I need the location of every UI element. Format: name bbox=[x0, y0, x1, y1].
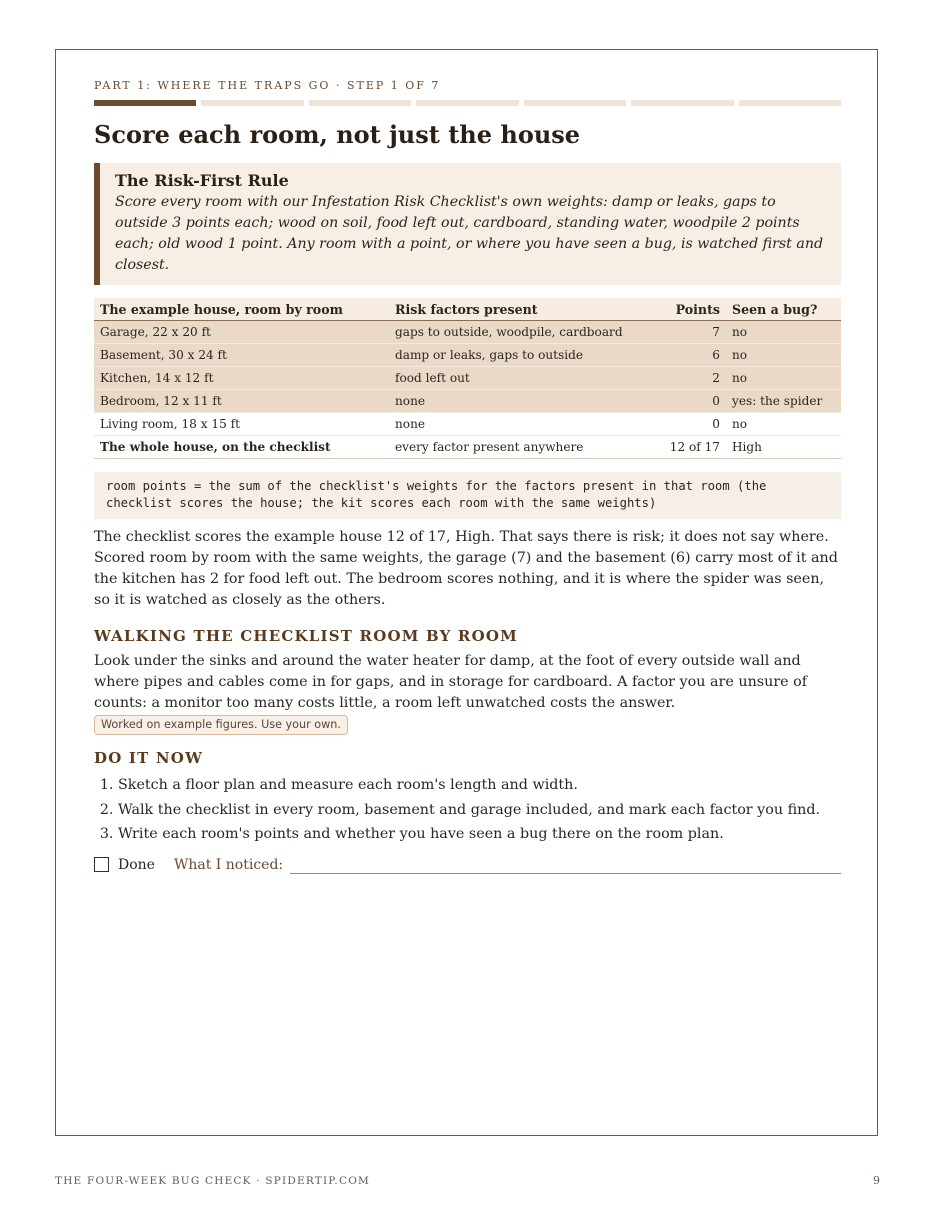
done-row bbox=[94, 853, 841, 877]
formula-box: room points = the sum of the checklist's weights for the factors present in that room (the checklist scores the house; the kit scores each room with the same weights) bbox=[94, 472, 841, 519]
cell-factors: damp or leaks, gaps to outside bbox=[389, 344, 629, 367]
progress-segment bbox=[94, 100, 196, 106]
done-checkbox[interactable] bbox=[94, 857, 109, 872]
cell-room: Living room, 18 x 15 ft bbox=[94, 413, 389, 436]
progress-segment bbox=[524, 100, 626, 106]
page-title: Score each room, not just the house bbox=[94, 120, 581, 149]
noticed-input[interactable] bbox=[290, 855, 841, 874]
column-header-room: The example house, room by room bbox=[94, 298, 389, 321]
table-row bbox=[94, 344, 841, 367]
cell-seen: no bbox=[726, 367, 841, 390]
cell-total-room: The whole house, on the checklist bbox=[94, 436, 389, 459]
walking-paragraph bbox=[94, 651, 841, 735]
rule-body: Score every room with our Infestation Risk Checklist's own weights: damp or leaks, gaps to outside 3 points each; wood on soil, food left out, cardboard, standing water, woodpile 2 points each; old wood 1 point. Any room with a point, or where you have seen a bug, is watched first and closest. bbox=[115, 194, 824, 273]
cell-room: Garage, 22 x 20 ft bbox=[94, 321, 389, 344]
table-total-row bbox=[94, 436, 841, 459]
cell-factors: none bbox=[389, 413, 629, 436]
cell-points: 0 bbox=[629, 413, 726, 436]
table-row bbox=[94, 321, 841, 344]
table-row bbox=[94, 390, 841, 413]
progress-segment bbox=[309, 100, 411, 106]
do-now-step: 3. Write each room's points and whether you have seen a bug there on the room plan. bbox=[118, 822, 841, 847]
column-header-factors: Risk factors present bbox=[389, 298, 629, 321]
cell-seen: no bbox=[726, 321, 841, 344]
do-now-step: 2. Walk the checklist in every room, basement and garage included, and mark each factor you find. bbox=[118, 798, 841, 823]
progress-segment bbox=[631, 100, 733, 106]
example-figures-note: Worked on example figures. Use your own. bbox=[94, 715, 348, 735]
footer-page-number: 9 bbox=[873, 1174, 880, 1187]
cell-room: Basement, 30 x 24 ft bbox=[94, 344, 389, 367]
cell-total-factors: every factor present anywhere bbox=[389, 436, 629, 459]
step-kicker: PART 1: WHERE THE TRAPS GO · STEP 1 OF 7 bbox=[94, 79, 441, 92]
cell-total-points: 12 of 17 bbox=[629, 436, 726, 459]
progress-segment bbox=[201, 100, 303, 106]
progress-segment bbox=[416, 100, 518, 106]
rule-title: The Risk-First Rule bbox=[115, 171, 289, 190]
walking-text: Look under the sinks and around the water heater for damp, at the foot of every outside wall and where pipes and cables come in for gaps, and in storage for cardboard. A factor you are unsure of counts: a monitor too many costs little, a room left unwatched costs the answer. bbox=[94, 653, 808, 711]
column-header-seen: Seen a bug? bbox=[726, 298, 841, 321]
section-heading-do-now: DO IT NOW bbox=[94, 749, 204, 767]
table-row bbox=[94, 413, 841, 436]
cell-seen: yes: the spider bbox=[726, 390, 841, 413]
cell-seen: no bbox=[726, 413, 841, 436]
table-row bbox=[94, 367, 841, 390]
cell-points: 2 bbox=[629, 367, 726, 390]
table-header-row bbox=[94, 298, 841, 321]
cell-factors: food left out bbox=[389, 367, 629, 390]
noticed-label: What I noticed: bbox=[173, 856, 284, 873]
footer-publication: THE FOUR-WEEK BUG CHECK · SPIDERTIP.COM bbox=[55, 1175, 370, 1187]
cell-factors: gaps to outside, woodpile, cardboard bbox=[389, 321, 629, 344]
cell-seen: no bbox=[726, 344, 841, 367]
progress-segment bbox=[739, 100, 841, 106]
cell-room: Bedroom, 12 x 11 ft bbox=[94, 390, 389, 413]
section-heading-walking: WALKING THE CHECKLIST ROOM BY ROOM bbox=[94, 627, 518, 645]
cell-points: 0 bbox=[629, 390, 726, 413]
room-score-table bbox=[94, 298, 841, 459]
do-now-step: 1. Sketch a floor plan and measure each room's length and width. bbox=[118, 773, 841, 798]
do-now-steps bbox=[94, 773, 841, 847]
cell-factors: none bbox=[389, 390, 629, 413]
intro-paragraph: The checklist scores the example house 12 of 17, High. That says there is risk; it does not say where. Scored room by room with the same weights, the garage (7) and the basement (6) carry most of it and the kitchen has 2 for food left out. The bedroom scores nothing, and it is where the spider was seen, so it is watched as closely as the others. bbox=[94, 529, 838, 608]
cell-total-seen: High bbox=[726, 436, 841, 459]
cell-points: 6 bbox=[629, 344, 726, 367]
step-progress-bar bbox=[94, 100, 841, 106]
column-header-points: Points bbox=[629, 298, 726, 321]
risk-first-rule-callout bbox=[94, 163, 841, 285]
cell-room: Kitchen, 14 x 12 ft bbox=[94, 367, 389, 390]
page-content bbox=[94, 78, 841, 877]
cell-points: 7 bbox=[629, 321, 726, 344]
done-label: Done bbox=[118, 856, 155, 873]
